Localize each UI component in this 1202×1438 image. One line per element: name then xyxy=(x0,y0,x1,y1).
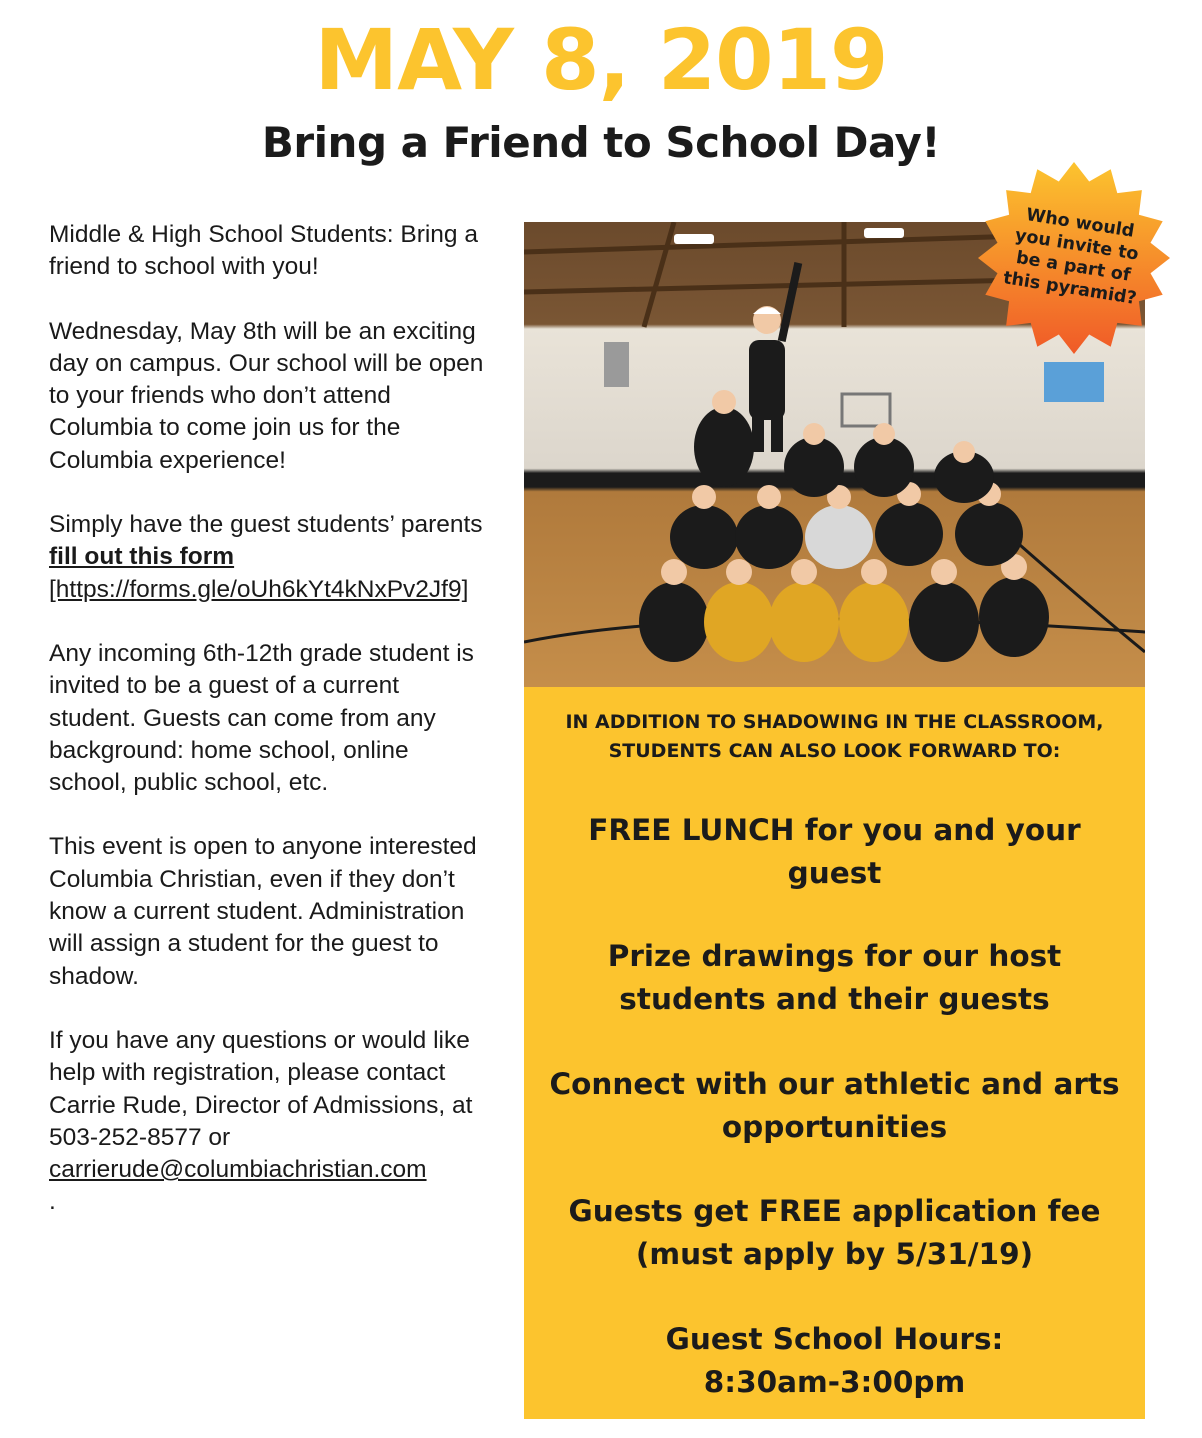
benefits-panel xyxy=(524,222,1145,1419)
form-text: Simply have the guest students’ parents xyxy=(49,511,483,539)
contact-period: . xyxy=(49,1188,56,1216)
free-lunch-strong: FREE LUNCH xyxy=(588,813,795,847)
hours-value: 8:30am-3:00pm xyxy=(703,1365,966,1399)
event-paragraph: Wednesday, May 8th will be an exciting day on campus. Our school will be open to your friends who don’t attend Columbia to come join us for the Columbia experience! xyxy=(49,317,484,474)
event-date: MAY 8, 2019 xyxy=(314,11,888,109)
benefit-athletics-arts: Connect with our athletic and arts opportunities xyxy=(549,1067,1120,1144)
page-title: Bring a Friend to School Day! xyxy=(261,118,941,167)
form-url-link[interactable]: [https://forms.gle/oUh6kYt4kNxPv2Jf9] xyxy=(49,575,469,603)
form-link[interactable]: fill out this form xyxy=(49,543,235,571)
contact-paragraph xyxy=(49,1025,489,1219)
open-event-paragraph: This event is open to anyone interested Columbia Christian, even if they don’t know a current student. Administration will assign a student for the guest to shadow. xyxy=(49,833,477,990)
email-link[interactable]: carrierude@columbiachristian.com xyxy=(49,1156,427,1184)
eligibility-paragraph: Any incoming 6th-12th grade student is invited to be a guest of a current student. Guests can come from any background: home school, online school, public school, etc. xyxy=(49,639,474,797)
pyramid-question-badge xyxy=(976,160,1172,356)
form-paragraph xyxy=(49,509,489,606)
benefits-heading: IN ADDITION TO SHADOWING IN THE CLASSROOM, STUDENTS CAN ALSO LOOK FORWARD TO: xyxy=(565,711,1104,762)
description-column xyxy=(49,219,489,1251)
basketball-hoop xyxy=(842,394,890,426)
free-lunch-rest: for you and your guest xyxy=(787,813,1081,890)
benefit-application-fee: Guests get FREE application fee (must apply by 5/31/19) xyxy=(568,1194,1101,1271)
badge-text: Who would you invite to be a part of this pyramid? xyxy=(1001,204,1140,310)
benefit-prize-drawings: Prize drawings for our host students and their guests xyxy=(607,939,1062,1016)
contact-text: If you have any questions or would like help with registration, please contact Carrie Rude, Director of Admissions, at 503-252-8577 or xyxy=(49,1026,473,1151)
hours-label: Guest School Hours: xyxy=(665,1322,1004,1356)
window xyxy=(1044,362,1104,402)
guest-school-hours xyxy=(544,1318,1125,1404)
wall-panel xyxy=(604,342,629,387)
intro-paragraph: Middle & High School Students: Bring a friend to school with you! xyxy=(49,221,478,281)
benefit-free-lunch xyxy=(544,809,1125,895)
